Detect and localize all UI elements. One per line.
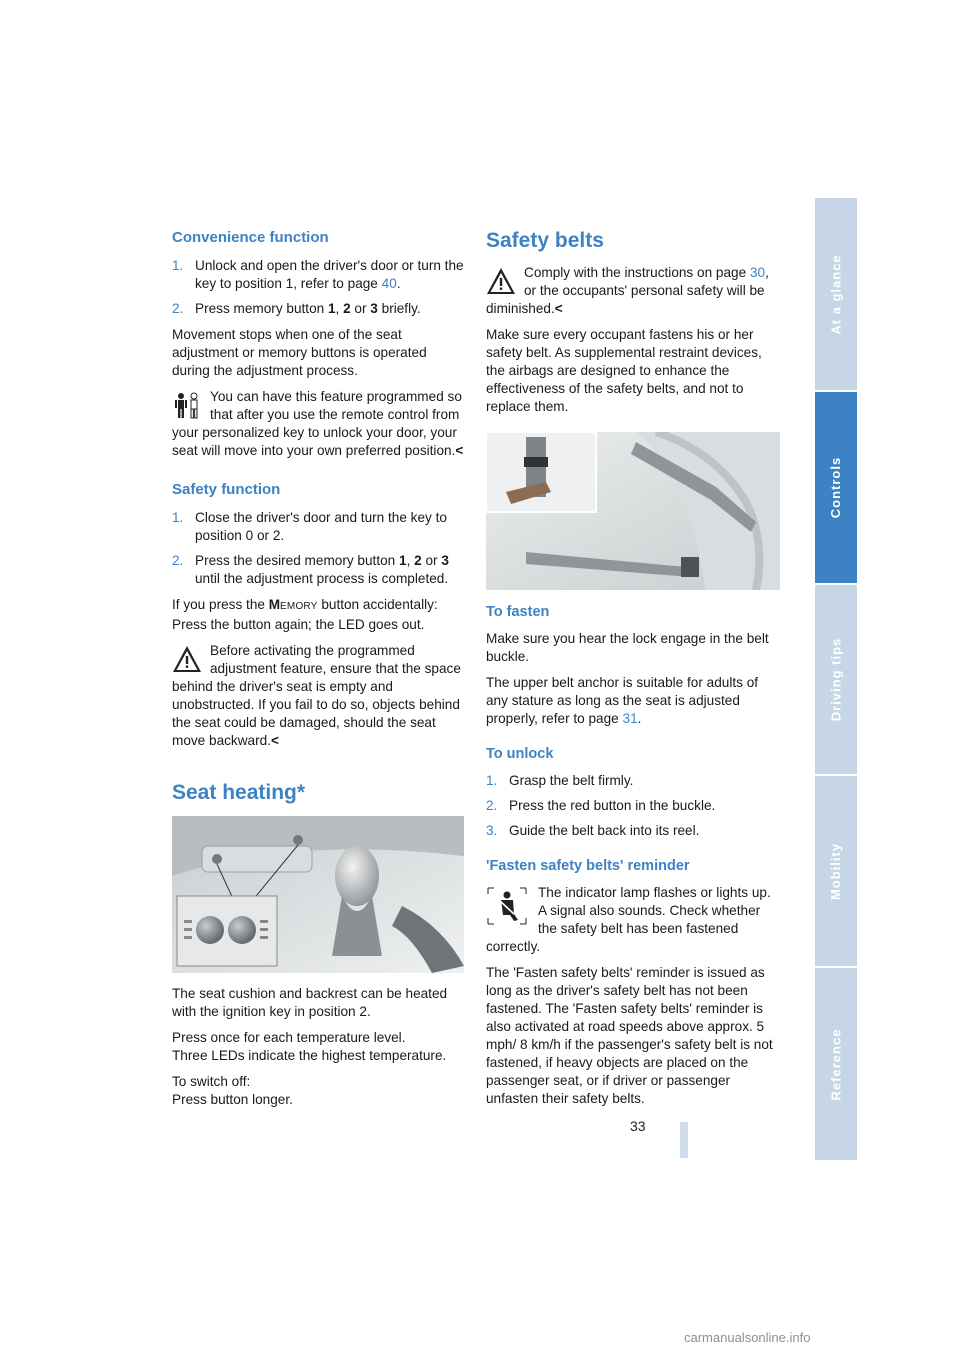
sidebar-tab-mobility[interactable] <box>815 776 857 966</box>
safety-belt-image <box>486 432 780 590</box>
sidebar-tab-label: Mobility <box>828 842 844 900</box>
watermark: carmanualsonline.info <box>684 1330 811 1345</box>
convenience-heading: Convenience function <box>172 229 329 246</box>
warning-icon <box>172 644 202 674</box>
page-link[interactable]: 31 <box>622 711 638 726</box>
end-mark: < <box>554 301 563 316</box>
convenience-paragraph: Movement stops when one of the seat adjustment or memory buttons is operated during the adjustment process. <box>172 327 427 378</box>
page-number: 33 <box>630 1118 646 1134</box>
memory-paragraph: If you press the MEMORY button accidentally: Press the button again; the LED goes out. <box>172 597 438 632</box>
list-item: 1. Close the driver's door and turn the key to position 0 or 2. <box>172 510 447 543</box>
end-mark: < <box>455 443 464 458</box>
safety-steps <box>172 509 464 588</box>
sidebar-tab-label: Driving tips <box>828 637 844 722</box>
end-mark: < <box>270 733 279 748</box>
reminder-paragraph: The 'Fasten safety belts' reminder is issued as long as the driver's safety belt has not been fastened. The 'Fasten safety belts' reminder is also activated at road speeds above approx. 5 mph/ 8 km/h if the passenger's safety belt is not fastened, if heavy objects are placed on the passenger seat, or if driver or passenger unfasten their safety belts. <box>486 965 773 1106</box>
warning-icon <box>486 266 516 296</box>
right-column <box>486 228 780 1116</box>
list-item: 2. Press the desired memory button 1, 2 or 3 until the adjustment process is completed. <box>172 553 449 586</box>
sidebar-tab-label: Reference <box>828 1028 844 1100</box>
sidebar-tab-reference[interactable] <box>815 968 857 1160</box>
list-item: 3. Guide the belt back into its reel. <box>486 823 700 838</box>
safety-warning: Before activating the programmed adjustment feature, ensure that the space behind the driver's seat is empty and unobstructed. If you fail to do so, objects behind the seat could be damaged, should the seat move backward.< <box>172 643 461 748</box>
heating-paragraph-1: The seat cushion and backrest can be heated with the ignition key in position 2. <box>172 986 448 1019</box>
page-link[interactable]: 40 <box>381 276 397 291</box>
belts-paragraph: Make sure every occupant fastens his or her safety belt. As supplemental restraint devices, the airbags are designed to enhance the effectiveness of the safety belts, and not to replace them. <box>486 327 762 414</box>
left-column <box>172 228 464 1117</box>
seat-heating-heading: Seat heating* <box>172 781 306 804</box>
list-item: 2. Press memory button 1, 2 or 3 briefly. <box>172 301 421 316</box>
belts-warning: Comply with the instructions on page 30, or the occupants' personal safety will be diminished.< <box>486 265 769 316</box>
seatbelt-indicator-icon <box>486 886 528 926</box>
fasten-paragraph-1: Make sure you hear the lock engage in the belt buckle. <box>486 631 769 664</box>
unlock-steps <box>486 772 780 840</box>
list-item: 1. Grasp the belt firmly. <box>486 773 634 788</box>
safety-belt-illustration <box>486 432 780 590</box>
heating-paragraph-2: Press once for each temperature level. Three LEDs indicate the highest temperature. <box>172 1030 447 1063</box>
reminder-note: The indicator lamp flashes or lights up. A signal also sounds. Check whether the safety belt has been fastened correctly. <box>486 885 771 954</box>
list-item: 2. Press the red button in the buckle. <box>486 798 716 813</box>
programming-persons-icon <box>172 390 202 420</box>
fasten-paragraph-2: The upper belt anchor is suitable for adults of any stature as long as the seat is adjusted properly, refer to page 31. <box>486 675 759 726</box>
to-unlock-heading: To unlock <box>486 746 554 762</box>
sidebar-tab-driving-tips[interactable] <box>815 585 857 774</box>
heating-paragraph-3: To switch off: Press button longer. <box>172 1074 293 1107</box>
list-item: 1. Unlock and open the driver's door or turn the key to position 1, refer to page 40. <box>172 258 464 291</box>
reminder-heading: 'Fasten safety belts' reminder <box>486 858 690 874</box>
safety-belts-heading: Safety belts <box>486 229 604 252</box>
page-number-bar <box>680 1122 688 1158</box>
page-link[interactable]: 30 <box>749 265 766 280</box>
sidebar-tab-label: Controls <box>828 456 844 519</box>
safety-function-heading: Safety function <box>172 481 281 498</box>
sidebar-tab-controls[interactable] <box>815 392 857 583</box>
seat-heating-illustration <box>172 816 464 973</box>
seat-heating-image <box>172 816 464 973</box>
convenience-note: You can have this feature programmed so that after you use the remote control from your personalized key to unlock your door, your seat will move into your own preferred position.< <box>172 389 464 458</box>
convenience-steps <box>172 257 464 318</box>
sidebar-tab-at-a-glance[interactable] <box>815 198 857 390</box>
sidebar-tab-label: At a glance <box>828 253 844 335</box>
to-fasten-heading: To fasten <box>486 604 550 620</box>
